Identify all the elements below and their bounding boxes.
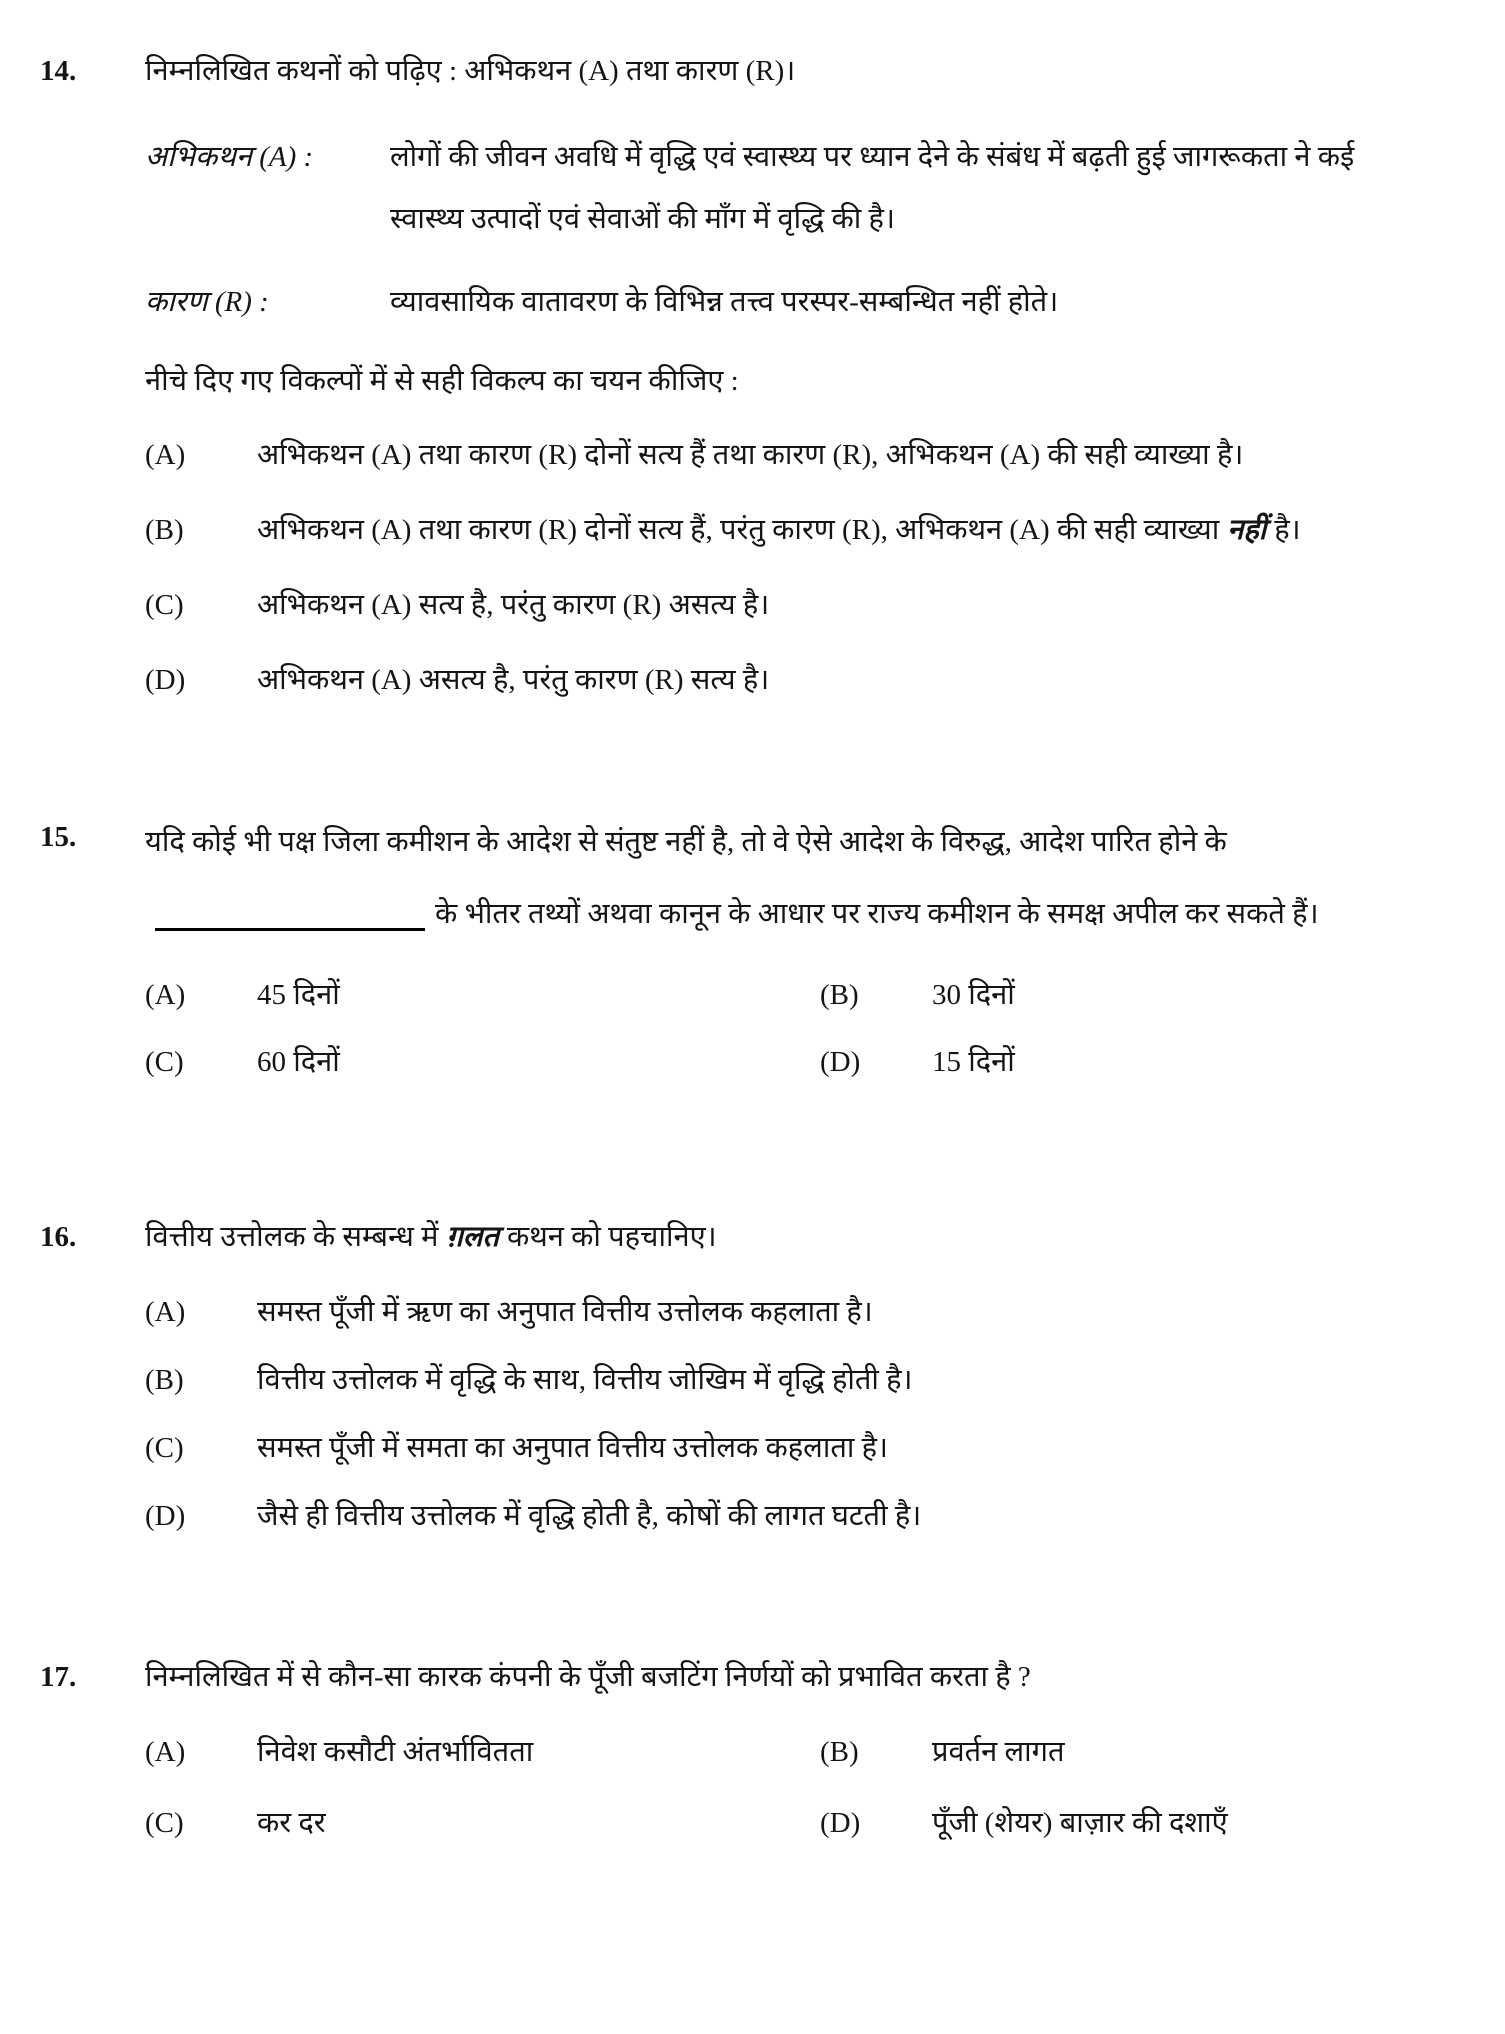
question-14-instruction: नीचे दिए गए विकल्पों में से सही विकल्प का चयन कीजिए : — [145, 365, 739, 397]
question-16-option-C — [145, 1417, 1435, 1479]
question-15-number: 15. — [40, 821, 77, 853]
question-14-options — [145, 424, 1435, 711]
question-14-option-B — [145, 499, 1435, 561]
text-after-blank: के भीतर तथ्यों अथवा कानून के आधार पर राज्य कमीशन के समक्ष अपील कर सकते हैं। — [435, 898, 1319, 930]
question-17-option-B — [820, 1721, 1435, 1783]
question-16-option-A — [145, 1281, 1435, 1343]
option-text: 45 दिनों — [257, 979, 340, 1011]
option-emphasis: नहीं — [1227, 514, 1267, 546]
question-15-text — [145, 806, 1435, 950]
question-emphasis: ग़लत — [446, 1221, 499, 1253]
question-17-option-C — [145, 1792, 820, 1854]
option-text: 60 दिनों — [257, 1046, 340, 1078]
question-14 — [40, 40, 1435, 711]
question-15 — [40, 806, 1435, 1093]
option-text: 30 दिनों — [932, 979, 1015, 1011]
question-14-option-C — [145, 574, 1435, 636]
question-17-options — [145, 1721, 1435, 1854]
option-text: प्रवर्तन लागत — [932, 1736, 1065, 1768]
option-text: निवेश कसौटी अंतर्भावितता — [257, 1736, 534, 1768]
option-text-after: है। — [1274, 514, 1301, 546]
question-16-option-D — [145, 1485, 1435, 1547]
option-letter: (D) — [820, 1807, 861, 1839]
reason-text: व्यावसायिक वातावरण के विभिन्न तत्त्व परस्पर-सम्बन्धित नहीं होते। — [390, 286, 1059, 318]
reason-row — [145, 271, 1435, 333]
question-16 — [40, 1206, 1435, 1547]
option-letter: (B) — [820, 1736, 859, 1768]
question-17 — [40, 1646, 1435, 1854]
question-14-option-D — [145, 649, 1435, 711]
assertion-row — [145, 126, 1435, 250]
option-text: जैसे ही वित्तीय उत्तोलक में वृद्धि होती है, कोषों की लागत घटती है। — [257, 1500, 922, 1532]
question-17-body — [145, 1646, 1435, 1854]
option-letter: (C) — [145, 589, 184, 621]
option-text: समस्त पूँजी में समता का अनुपात वित्तीय उत्तोलक कहलाता है। — [257, 1432, 889, 1464]
assertion-label: अभिकथन (A) : — [145, 141, 314, 173]
reason-label: कारण (R) : — [145, 286, 269, 318]
question-15-option-D — [820, 1031, 1435, 1093]
question-16-option-B — [145, 1349, 1435, 1411]
option-letter: (D) — [820, 1046, 861, 1078]
option-text: कर दर — [257, 1807, 326, 1839]
option-letter: (B) — [145, 514, 184, 546]
option-letter: (C) — [145, 1432, 184, 1464]
question-15-option-B — [820, 964, 1435, 1026]
option-text: समस्त पूँजी में ऋण का अनुपात वित्तीय उत्तोलक कहलाता है। — [257, 1296, 873, 1328]
option-letter: (D) — [145, 664, 186, 696]
option-letter: (A) — [145, 979, 186, 1011]
option-text: अभिकथन (A) तथा कारण (R) दोनों सत्य हैं तथा कारण (R), अभिकथन (A) की सही व्याख्या है। — [257, 439, 1244, 471]
option-letter: (C) — [145, 1807, 184, 1839]
question-17-option-D — [820, 1792, 1435, 1854]
question-15-option-C — [145, 1031, 820, 1093]
question-16-body — [145, 1206, 1435, 1547]
question-16-options — [145, 1281, 1435, 1547]
question-16-text — [145, 1206, 1435, 1268]
question-14-intro: निम्नलिखित कथनों को पढ़िए : अभिकथन (A) तथा कारण (R)। — [145, 55, 796, 87]
question-15-body — [145, 806, 1435, 1093]
question-14-option-A — [145, 424, 1435, 486]
text-after-emphasis: कथन को पहचानिए। — [506, 1221, 717, 1253]
question-17-option-A — [145, 1721, 820, 1783]
assertion-text: लोगों की जीवन अवधि में वृद्धि एवं स्वास्थ्य पर ध्यान देने के संबंध में बढ़ती हुई जागरूकता ने कई स्वास्थ्य उत्पादों एवं सेवाओं की माँग में वृद्धि की है। — [390, 141, 1355, 235]
option-text-before: अभिकथन (A) तथा कारण (R) दोनों सत्य हैं, परंतु कारण (R), अभिकथन (A) की सही व्याख्या — [257, 514, 1220, 546]
option-letter: (A) — [145, 439, 186, 471]
option-letter: (D) — [145, 1500, 186, 1532]
option-text: 15 दिनों — [932, 1046, 1015, 1078]
question-17-number: 17. — [40, 1661, 77, 1693]
option-text — [257, 499, 1435, 561]
question-15-option-A — [145, 964, 820, 1026]
option-letter: (B) — [145, 1364, 184, 1396]
option-letter: (C) — [145, 1046, 184, 1078]
option-letter: (B) — [820, 979, 859, 1011]
option-text: पूँजी (शेयर) बाज़ार की दशाएँ — [932, 1807, 1228, 1839]
option-letter: (A) — [145, 1296, 186, 1328]
question-14-body — [145, 40, 1435, 711]
fill-in-blank-line — [155, 924, 425, 931]
text-before-emphasis: वित्तीय उत्तोलक के सम्बन्ध में — [145, 1221, 439, 1253]
question-17-text: निम्नलिखित में से कौन-सा कारक कंपनी के पूँजी बजटिंग निर्णयों को प्रभावित करता है ? — [145, 1661, 1031, 1693]
option-text: अभिकथन (A) सत्य है, परंतु कारण (R) असत्य है। — [257, 589, 770, 621]
option-text: वित्तीय उत्तोलक में वृद्धि के साथ, वित्तीय जोखिम में वृद्धि होती है। — [257, 1364, 913, 1396]
option-text: अभिकथन (A) असत्य है, परंतु कारण (R) सत्य है। — [257, 664, 770, 696]
question-16-number: 16. — [40, 1221, 77, 1253]
question-14-number: 14. — [40, 55, 77, 87]
question-15-options — [145, 964, 1435, 1093]
option-letter: (A) — [145, 1736, 186, 1768]
text-before-blank: यदि कोई भी पक्ष जिला कमीशन के आदेश से संतुष्ट नहीं है, तो वे ऐसे आदेश के विरुद्ध, आदेश पारित होने के — [145, 826, 1227, 858]
